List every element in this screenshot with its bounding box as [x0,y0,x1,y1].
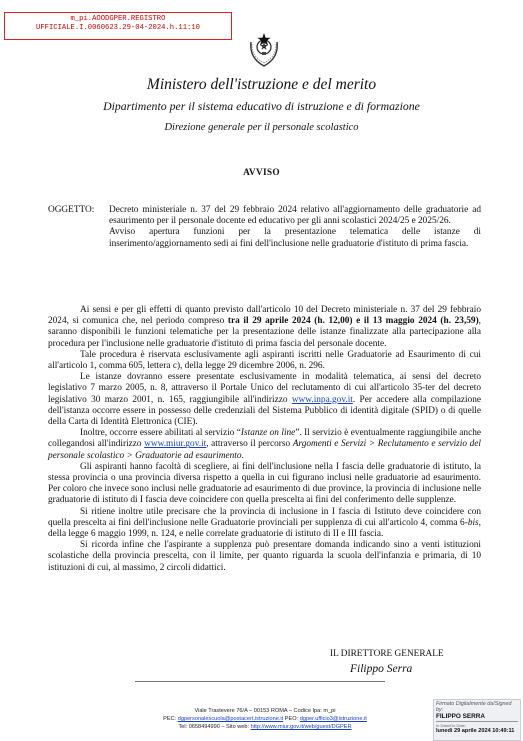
subject-label: OGGETTO: [48,205,95,215]
inpa-link[interactable]: www.inpa.gov.it [291,394,353,405]
body-paragraph-6: Si ritiene inoltre utile precisare che la provincia di inclusione in I fascia di Istituto deve coincidere con quella prescelta ai fini dell'inclusione nelle Graduatorie provinciali per supplenza di cui all'articolo 4, comma 6-bis, della legge 6 maggio 1999, n. 124, e nelle correlate graduatorie di istituto di II e III fascia. [48,506,481,540]
document-title: AVVISO [243,168,280,178]
body-paragraph-3: Le istanze dovranno essere presentate esclusivamente in modalità telematica, ai sensi del decreto legislativo 7 marzo 2005, n. 8, attraverso il Portale Unico del reclutamento di cui all'articolo 35-ter del decreto legislativo 30 marzo 2001, n. 165, raggiungibile all'indirizzo www.inpa.gov.it. Per accedere alla compilazione dell'istanza occorre essere in possesso delle credenziali del Sistema Pubblico di identità digitale (SPID) o di quelle della Carta di Identità Elettronica (CIE). [48,372,482,428]
pec-link[interactable]: dgpersonalescuola@postacert.istruzione.it [177,716,284,722]
footer [110,707,420,731]
digital-signature-date-label: In Data/On Date: [436,723,467,728]
subject-paragraph-2: Avviso apertura funzioni per la presentazione telematica delle istanze di inserimento/aggiornamento sedi ai fini dell'inclusione nelle graduatorie d'istituto di prima fascia. [109,227,481,249]
digital-signature-label: Firmato Digitalmente da/Signed by: [436,701,512,713]
body-paragraph-2: Tale procedura è riservata esclusivamente agli aspiranti iscritti nelle Graduatorie ad Esaurimento di cui all'articolo 1, comma 605, lettera c), della legge 29 dicembre 2006, n. 296. [48,349,481,372]
department-name: Dipartimento per il sistema educativo di istruzione e di formazione [103,99,420,113]
footer-contacts: PEC: dgpersonalescuola@postacert.istruzione.it PEO: dgper.ufficio3@istruzione.it [163,716,367,722]
footer-web: Tel: 0658494990 – Sito web: http://www.miur.gov.it/web/guest/DGPER [178,724,352,730]
stamp-line-1: m_pi.AOODGPER.REGISTRO [70,15,166,23]
stamp-line-2: UFFICIALE.I.0060623.29-04-2024.h.11:10 [36,24,200,32]
document-body [48,305,481,574]
republic-emblem-icon [248,30,280,68]
miur-link[interactable]: www.miur.gov.it [144,439,207,450]
website-link[interactable]: http://www.miur.gov.it/web/guest/DGPER [250,724,352,730]
body-paragraph-7: Si ricorda infine che l'aspirante a supplenza può presentare domanda indicando sino a venti istituzioni scolastiche della provincia prescelta, con il limite, per quanto riguarda la scuola dell'infanzia e primaria, di 10 istituzioni di cui, al massimo, 2 circoli didattici. [48,540,481,573]
signatory-name: Filippo Serra [350,663,413,675]
body-paragraph-4: Inoltre, occorre essere abilitati al servizio “Istanze on line”. Il servizio è eventualmente raggiungibile anche collegandosi all'indirizzo www.miur.gov.it, attraverso il percorso Argomenti e Servizi > Reclutamento e servizio del personale scolastico > Graduatorie ad esaurimento. [48,428,481,461]
footer-divider [135,681,385,682]
footer-address: Viale Trastevere 76/A – 00153 ROMA – Codice Ipa: m_pi [194,708,336,714]
directorate-name: Direzione generale per il personale scolastico [164,122,359,133]
digital-signature-name: FILIPPO SERRA [436,713,518,722]
protocol-stamp [4,12,232,40]
subject-paragraph-1: Decreto ministeriale n. 37 del 29 febbraio 2024 relativo all'aggiornamento delle graduatorie ad esaurimento per il personale docente ed educativo per gli anni scolastici 2024/25 e 2025/26. [109,205,481,227]
digital-signature-box [433,699,521,741]
peo-link[interactable]: dgper.ufficio3@istruzione.it [299,716,367,722]
date-range: tra il 29 aprile 2024 (h. 12,00) e il 13 maggio 2024 (h. 23,59) [227,316,479,327]
signatory-title: IL DIRETTORE GENERALE [330,649,444,659]
digital-signature-date: lunedì 29 aprile 2024 10:49:11 [436,728,515,734]
ministry-name: Ministero dell'istruzione e del merito [146,76,377,93]
subject-text [109,205,481,250]
navigation-path: Argomenti e Servizi > Reclutamento e servizio del personale scolastico > Graduatorie ad esaurimento [48,439,481,461]
body-paragraph-1: Ai sensi e per gli effetti di quanto previsto dall'articolo 10 del Decreto ministeriale n. 37 del 29 febbraio 2024, si comunica che, nel periodo compreso tra il 29 aprile 2024 (h. 12,00) e il 13 maggio 2024 (h. 23,59), saranno disponibili le funzioni telematiche per la presentazione delle istanze finalizzate alla partecipazione alla procedura per l'inclusione nelle graduatorie d'istituto di prima fascia del personale docente. [48,305,481,349]
body-paragraph-5: Gli aspiranti hanno facoltà di scegliere, ai fini dell'inclusione nella I fascia delle graduatorie di istituto, la stessa provincia o una provincia diversa rispetto a quella in cui figurano inclusi nelle graduatorie ad esaurimento. Per coloro che invece sono inclusi nelle graduatorie ad esaurimento di due province, la provincia di inclusione nelle graduatorie di istituto di I fascia deve coincidere con quella prescelta ai fini del conferimento delle supplenze. [48,461,481,506]
